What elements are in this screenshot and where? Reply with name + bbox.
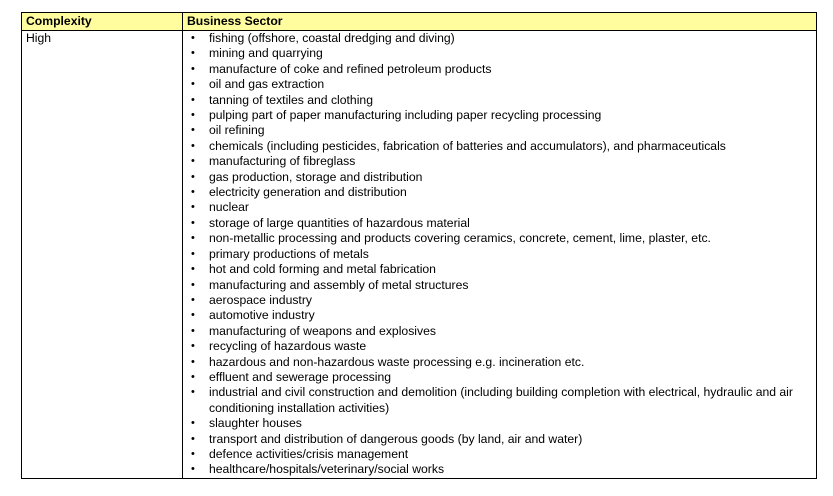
sector-text: healthcare/hospitals/veterinary/social works (209, 462, 445, 477)
sector-text: oil refining (209, 123, 265, 138)
bullet-icon: • (191, 324, 195, 337)
bullet-icon: • (191, 232, 195, 245)
list-item (187, 462, 812, 477)
list-item (187, 231, 812, 246)
sector-text: automotive industry (209, 308, 315, 323)
bullet-icon: • (191, 109, 195, 122)
list-item (187, 432, 812, 447)
list-item (187, 77, 812, 92)
sector-text: manufacture of coke and refined petroleum products (209, 61, 492, 76)
sector-text: primary productions of metals (209, 246, 369, 261)
sector-text: effluent and sewerage processing (209, 369, 392, 384)
list-item (187, 108, 812, 123)
sector-text: pulping part of paper manufacturing including paper recycling processing (209, 108, 602, 123)
sector-text: aerospace industry (209, 292, 312, 307)
sector-text: mining and quarrying (209, 46, 323, 61)
list-item (187, 355, 812, 370)
sector-text: transport and distribution of dangerous goods (by land, air and water) (209, 431, 583, 446)
list-item (187, 416, 812, 431)
list-item (187, 278, 812, 293)
bullet-icon: • (191, 278, 195, 291)
bullet-icon: • (191, 386, 195, 399)
sector-text: hazardous and non-hazardous waste processing e.g. incineration etc. (209, 354, 585, 369)
table-header-row (22, 13, 817, 31)
sector-text: nuclear (209, 200, 249, 215)
list-item (187, 31, 812, 46)
sector-text: oil and gas extraction (209, 77, 325, 92)
sector-text: slaughter houses (209, 416, 302, 431)
list-item (187, 62, 812, 77)
header-business-sector: Business Sector (183, 13, 817, 31)
list-item (187, 46, 812, 61)
bullet-icon: • (191, 216, 195, 229)
complexity-sector-table (21, 12, 817, 479)
bullet-icon: • (191, 370, 195, 383)
sector-text: electricity generation and distribution (209, 185, 407, 200)
sector-text: manufacturing of fibreglass (209, 154, 356, 169)
sector-text: manufacturing and assembly of metal structures (209, 277, 469, 292)
list-item (187, 170, 812, 185)
sector-text: gas production, storage and distribution (209, 169, 423, 184)
bullet-icon: • (191, 186, 195, 199)
bullet-icon: • (191, 263, 195, 276)
bullet-icon: • (191, 355, 195, 368)
bullet-icon: • (191, 155, 195, 168)
list-item (187, 154, 812, 169)
bullet-icon: • (191, 293, 195, 306)
list-item (187, 385, 812, 416)
complexity-cell: High (22, 31, 183, 479)
sector-text: manufacturing of weapons and explosives (209, 323, 436, 338)
list-item (187, 200, 812, 215)
bullet-icon: • (191, 78, 195, 91)
bullet-icon: • (191, 340, 195, 353)
header-complexity: Complexity (22, 13, 183, 31)
table-row (22, 31, 817, 479)
list-item (187, 139, 812, 154)
sector-text: tanning of textiles and clothing (209, 92, 373, 107)
bullet-icon: • (191, 62, 195, 75)
bullet-icon: • (191, 247, 195, 260)
bullet-icon: • (191, 432, 195, 445)
bullet-icon: • (191, 124, 195, 137)
list-item (187, 123, 812, 138)
sector-text: hot and cold forming and metal fabrication (209, 262, 436, 277)
sector-list (187, 31, 812, 478)
list-item (187, 93, 812, 108)
list-item (187, 185, 812, 200)
bullet-icon: • (191, 93, 195, 106)
bullet-icon: • (191, 447, 195, 460)
bullet-icon: • (191, 139, 195, 152)
list-item (187, 216, 812, 231)
sector-text: chemicals (including pesticides, fabrication of batteries and accumulators), and pharmaceuticals (209, 138, 726, 153)
sector-text: fishing (offshore, coastal dredging and diving) (209, 31, 455, 45)
sector-text: non-metallic processing and products covering ceramics, concrete, cement, lime, plaster, etc. (209, 231, 711, 246)
list-item (187, 308, 812, 323)
sector-text: storage of large quantities of hazardous material (209, 215, 470, 230)
list-item (187, 262, 812, 277)
list-item (187, 247, 812, 262)
bullet-icon: • (191, 417, 195, 430)
bullet-icon: • (191, 32, 195, 44)
bullet-icon: • (191, 170, 195, 183)
sector-text: recycling of hazardous waste (209, 339, 367, 354)
sector-text: industrial and civil construction and demolition (including building completion with electrical, hydraulic and air conditioning installation activities) (209, 385, 793, 415)
list-item (187, 293, 812, 308)
list-item (187, 370, 812, 385)
bullet-icon: • (191, 47, 195, 60)
bullet-icon: • (191, 309, 195, 322)
bullet-icon: • (191, 463, 195, 476)
bullet-icon: • (191, 201, 195, 214)
list-item (187, 324, 812, 339)
list-item (187, 447, 812, 462)
business-sector-cell (183, 31, 817, 479)
sector-text: defence activities/crisis management (209, 446, 409, 461)
list-item (187, 339, 812, 354)
